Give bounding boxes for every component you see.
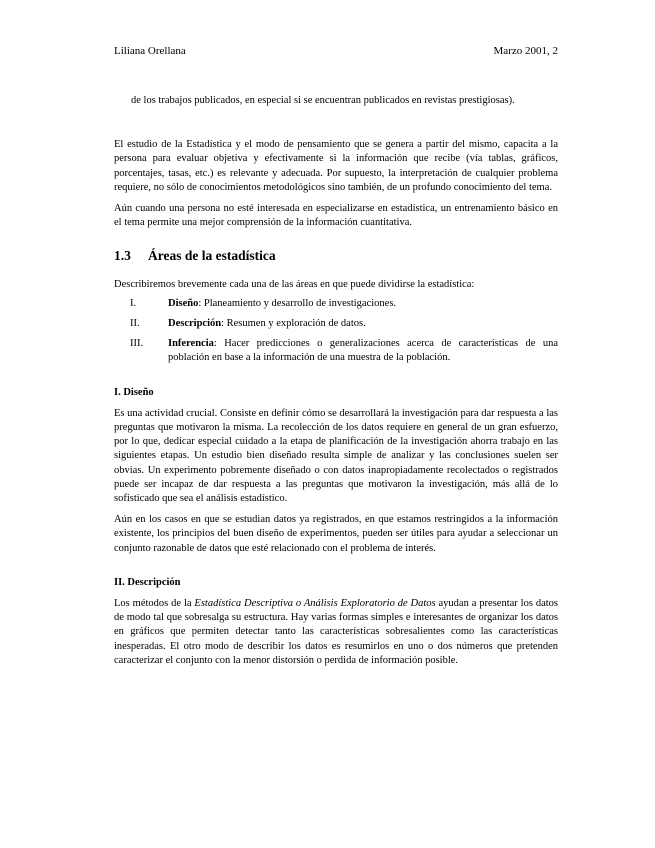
list-numeral: I.	[130, 297, 137, 309]
paragraph-statistics-study: El estudio de la Estadística y el modo de pensamiento que se genera a partir del mismo, capacita a la persona para evaluar objetiva y efectivamente si la información que recibe (vía tablas, gráficos, porcentajes, tasas, etc.) es relevante y adecuada. Por supuesto, la interpretación de cualquier problema requiere, no sólo de conocimientos metodológicos sino también, de un profundo conocimiento del tema.	[114, 139, 558, 193]
header-date-page: Marzo 2001, 2	[493, 45, 558, 57]
section-number: 1.3	[114, 248, 131, 264]
list-item	[114, 317, 558, 331]
subheading-diseno: I. Diseño	[114, 386, 154, 398]
list-text: : Planeamiento y desarrollo de investigaciones.	[198, 297, 397, 309]
list-text: : Hacer predicciones o generalizaciones acerca de características de una población en base a la información de una muestra de la población.	[168, 338, 558, 364]
list-numeral: III.	[130, 338, 144, 350]
continued-quote: de los trabajos publicados, en especial si se encuentran publicados en revistas prestigiosas).	[131, 95, 515, 106]
paragraph-descripcion	[114, 597, 558, 668]
list-item	[114, 297, 558, 311]
paragraph-diseno-2: Aún en los casos en que se estudian datos ya registrados, en que estamos restringidos a la información existente, los principios del buen diseño de experimentos, pueden ser útiles para ayudar a seleccionar un conjunto razonable de datos que esté relacionado con el problema de interés.	[114, 514, 558, 554]
page-body	[114, 94, 558, 668]
descripcion-rest: ayudan a presentar los datos de modo tal que sobresalga su estructura. Hay varias formas simples e interesantes de organizar los datos en gráficos que permiten detectar tanto las características sobresalientes como las características inesperadas. El otro modo de describir los datos es resumirlos en uno o dos números que pretenden caracterizar el conjunto con la menor distorsión o perdida de información posible.	[114, 598, 558, 666]
paragraph-basic-training: Aún cuando una persona no esté interesada en especializarse en estadística, un entrenamiento básico en el tema permite una mejor comprensión de la información cuantitativa.	[114, 203, 558, 229]
areas-list	[114, 297, 558, 366]
header-author: Liliana Orellana	[114, 45, 186, 57]
list-numeral: II.	[130, 318, 140, 330]
section-heading	[114, 249, 558, 263]
list-term: Descripción	[168, 318, 222, 330]
list-text: : Resumen y exploración de datos.	[221, 318, 366, 330]
list-term: Inferencia	[168, 338, 214, 350]
list-item	[114, 337, 558, 365]
subheading-descripcion: II. Descripción	[114, 576, 181, 588]
descripcion-italic-term: Estadística Descriptiva o Análisis Exploratorio de Datos	[194, 598, 436, 610]
section-intro: Describiremos brevemente cada una de las áreas en que puede dividirse la estadística:	[114, 278, 475, 290]
descripcion-lead: Los métodos de la	[114, 598, 195, 610]
section-title: Áreas de la estadística	[148, 248, 276, 264]
list-term: Diseño	[168, 297, 199, 309]
paragraph-diseno-1: Es una actividad crucial. Consiste en definir cómo se desarrollará la investigación para dar respuesta a las preguntas que motivaron la misma. La recolección de los datos requiere en general de un gran esfuerzo, por lo que, dedicar especial cuidado a la etapa de planificación de la investigación ahorra trabajo en las siguientes etapas. Un estudio bien diseñado resulta simple de analizar y las conclusiones suelen ser obvias. Un experimento pobremente diseñado o con datos inapropiadamente recolectados o registrados puede ser incapaz de dar respuesta a las preguntas que motivaron la investigación, más allá de lo sofisticado que sea el análisis estadístico.	[114, 407, 558, 505]
